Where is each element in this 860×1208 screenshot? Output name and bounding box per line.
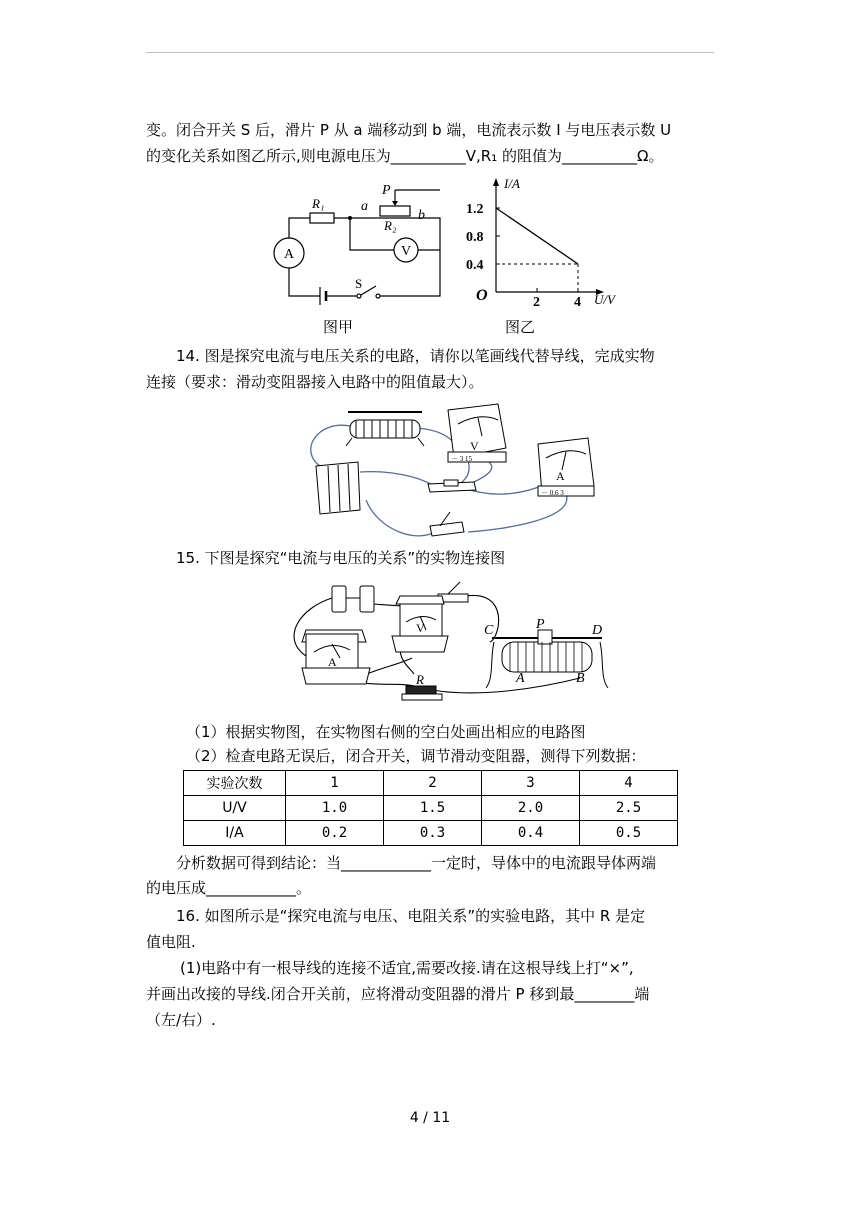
b-label: b: [418, 208, 425, 223]
a-end-label: A: [516, 671, 525, 686]
d-label: D: [592, 623, 603, 638]
table-cell: 1: [286, 771, 384, 796]
page-number: 4 / 11: [409, 1110, 451, 1126]
r-label: R: [416, 672, 424, 687]
ammeter-a-label: A: [556, 469, 565, 483]
q15-sub-1: （1）根据实物图，在实物图右侧的空白处画出相应的电路图: [186, 723, 586, 741]
voltmeter: [448, 404, 506, 462]
q13-line-2: 的变化关系如图乙所示,则电源电压为__________V,R₁ 的阻值为__________Ω。: [146, 147, 664, 165]
y-tick-label: 0.4: [466, 258, 484, 273]
circuit-diagram-a: [262, 178, 452, 318]
switch-label: S: [355, 276, 363, 291]
y-axis-label: I/A: [504, 176, 520, 191]
table-row: [184, 771, 678, 796]
p-label: P: [382, 183, 391, 198]
x-tick-label: 2: [533, 295, 540, 310]
table-cell: 4: [580, 771, 678, 796]
table-row: [184, 821, 678, 846]
q16-line-3: (1)电路中有一根导线的连接不适宜,需要改接.请在这根导线上打“×”,: [180, 959, 634, 977]
q16-line-1: 16. 如图所示是“探究电流与电压、电阻关系”的实验电路，其中 R 是定: [176, 907, 646, 925]
resistor-r1: [310, 213, 334, 223]
ammeter-terminals: － 0.6 3: [541, 489, 564, 497]
voltmeter-terminals: － 3 15: [451, 455, 472, 463]
table-cell: 1.5: [384, 796, 482, 821]
q14-apparatus-figure: [298, 400, 598, 545]
x-tick-label: 4: [574, 295, 581, 310]
origin-label: O: [476, 287, 488, 304]
table-cell: 2.0: [482, 796, 580, 821]
b-end-label: B: [576, 671, 585, 686]
table-cell: U/V: [184, 796, 286, 821]
y-tick-label: 0.8: [466, 230, 484, 245]
table-cell: 0.3: [384, 821, 482, 846]
q16-line-4: 并画出改接的导线.闭合开关前，应将滑动变阻器的滑片 P 移到最________端: [146, 985, 650, 1003]
r1-label: R₁: [312, 196, 325, 211]
q13-line-1: 变。闭合开关 S 后，滑片 P 从 a 端移动到 b 端，电流表示数 I 与电压表示数 U: [146, 121, 672, 139]
table-cell: 实验次数: [184, 771, 286, 796]
fixed-resistor: [428, 480, 476, 492]
q15-conclusion-1: 分析数据可得到结论：当____________一定时，导体中的电流跟导体两端: [176, 854, 657, 872]
y-tick-label: 1.2: [466, 202, 484, 217]
sliding-rheostat: [486, 630, 608, 688]
rheostat: [346, 412, 424, 446]
voltmeter-label: V: [401, 244, 412, 259]
table-cell: 2.5: [580, 796, 678, 821]
table-cell: I/A: [184, 821, 286, 846]
ammeter: [538, 438, 594, 496]
r2-label: R₂: [384, 218, 397, 233]
table-row: [184, 796, 678, 821]
q15-title: 15. 下图是探究“电流与电压的关系”的实物连接图: [176, 549, 506, 567]
p-slider-label: P: [536, 617, 545, 632]
y-axis-arrow: [493, 178, 499, 186]
c-label: C: [484, 623, 494, 638]
q15-ammeter-label: A: [328, 655, 337, 669]
q16-line-2: 值电阻.: [146, 933, 196, 951]
x-axis-label: U/V: [594, 292, 615, 307]
q14-line-1: 14. 图是探究电流与电压关系的电路，请你以笔画线代替导线，完成实物: [176, 347, 655, 365]
q15-conclusion-2: 的电压成____________。: [146, 879, 312, 897]
table-cell: 3: [482, 771, 580, 796]
q15-sub-2: （2）检查电路无误后，闭合开关，调节滑动变阻器，测得下列数据：: [186, 747, 646, 765]
q15-apparatus-figure: [280, 578, 610, 713]
table-cell: 1.0: [286, 796, 384, 821]
battery-cells: [332, 586, 374, 612]
header-rule: [146, 52, 714, 53]
table-cell: 2: [384, 771, 482, 796]
table-cell: 0.4: [482, 821, 580, 846]
resistor-r: [402, 686, 442, 700]
knife-switch: [430, 512, 464, 536]
caption-fig-a: 图甲: [323, 318, 354, 336]
table-cell: 0.5: [580, 821, 678, 846]
rheostat-r2: [380, 206, 410, 216]
battery-pack: [316, 462, 360, 514]
q15-voltmeter-label: V: [416, 621, 425, 635]
table-cell: 0.2: [286, 821, 384, 846]
voltmeter-v-label: V: [470, 439, 479, 453]
a-label: a: [361, 199, 368, 214]
iu-graph: [462, 172, 632, 312]
caption-fig-b: 图乙: [505, 318, 536, 336]
q14-line-2: 连接（要求：滑动变阻器接入电路中的阻值最大）。: [146, 373, 484, 391]
ammeter-label: A: [284, 247, 295, 262]
data-table: [183, 770, 678, 846]
data-line: [496, 208, 578, 264]
q16-line-5: （左/右）.: [146, 1011, 216, 1029]
